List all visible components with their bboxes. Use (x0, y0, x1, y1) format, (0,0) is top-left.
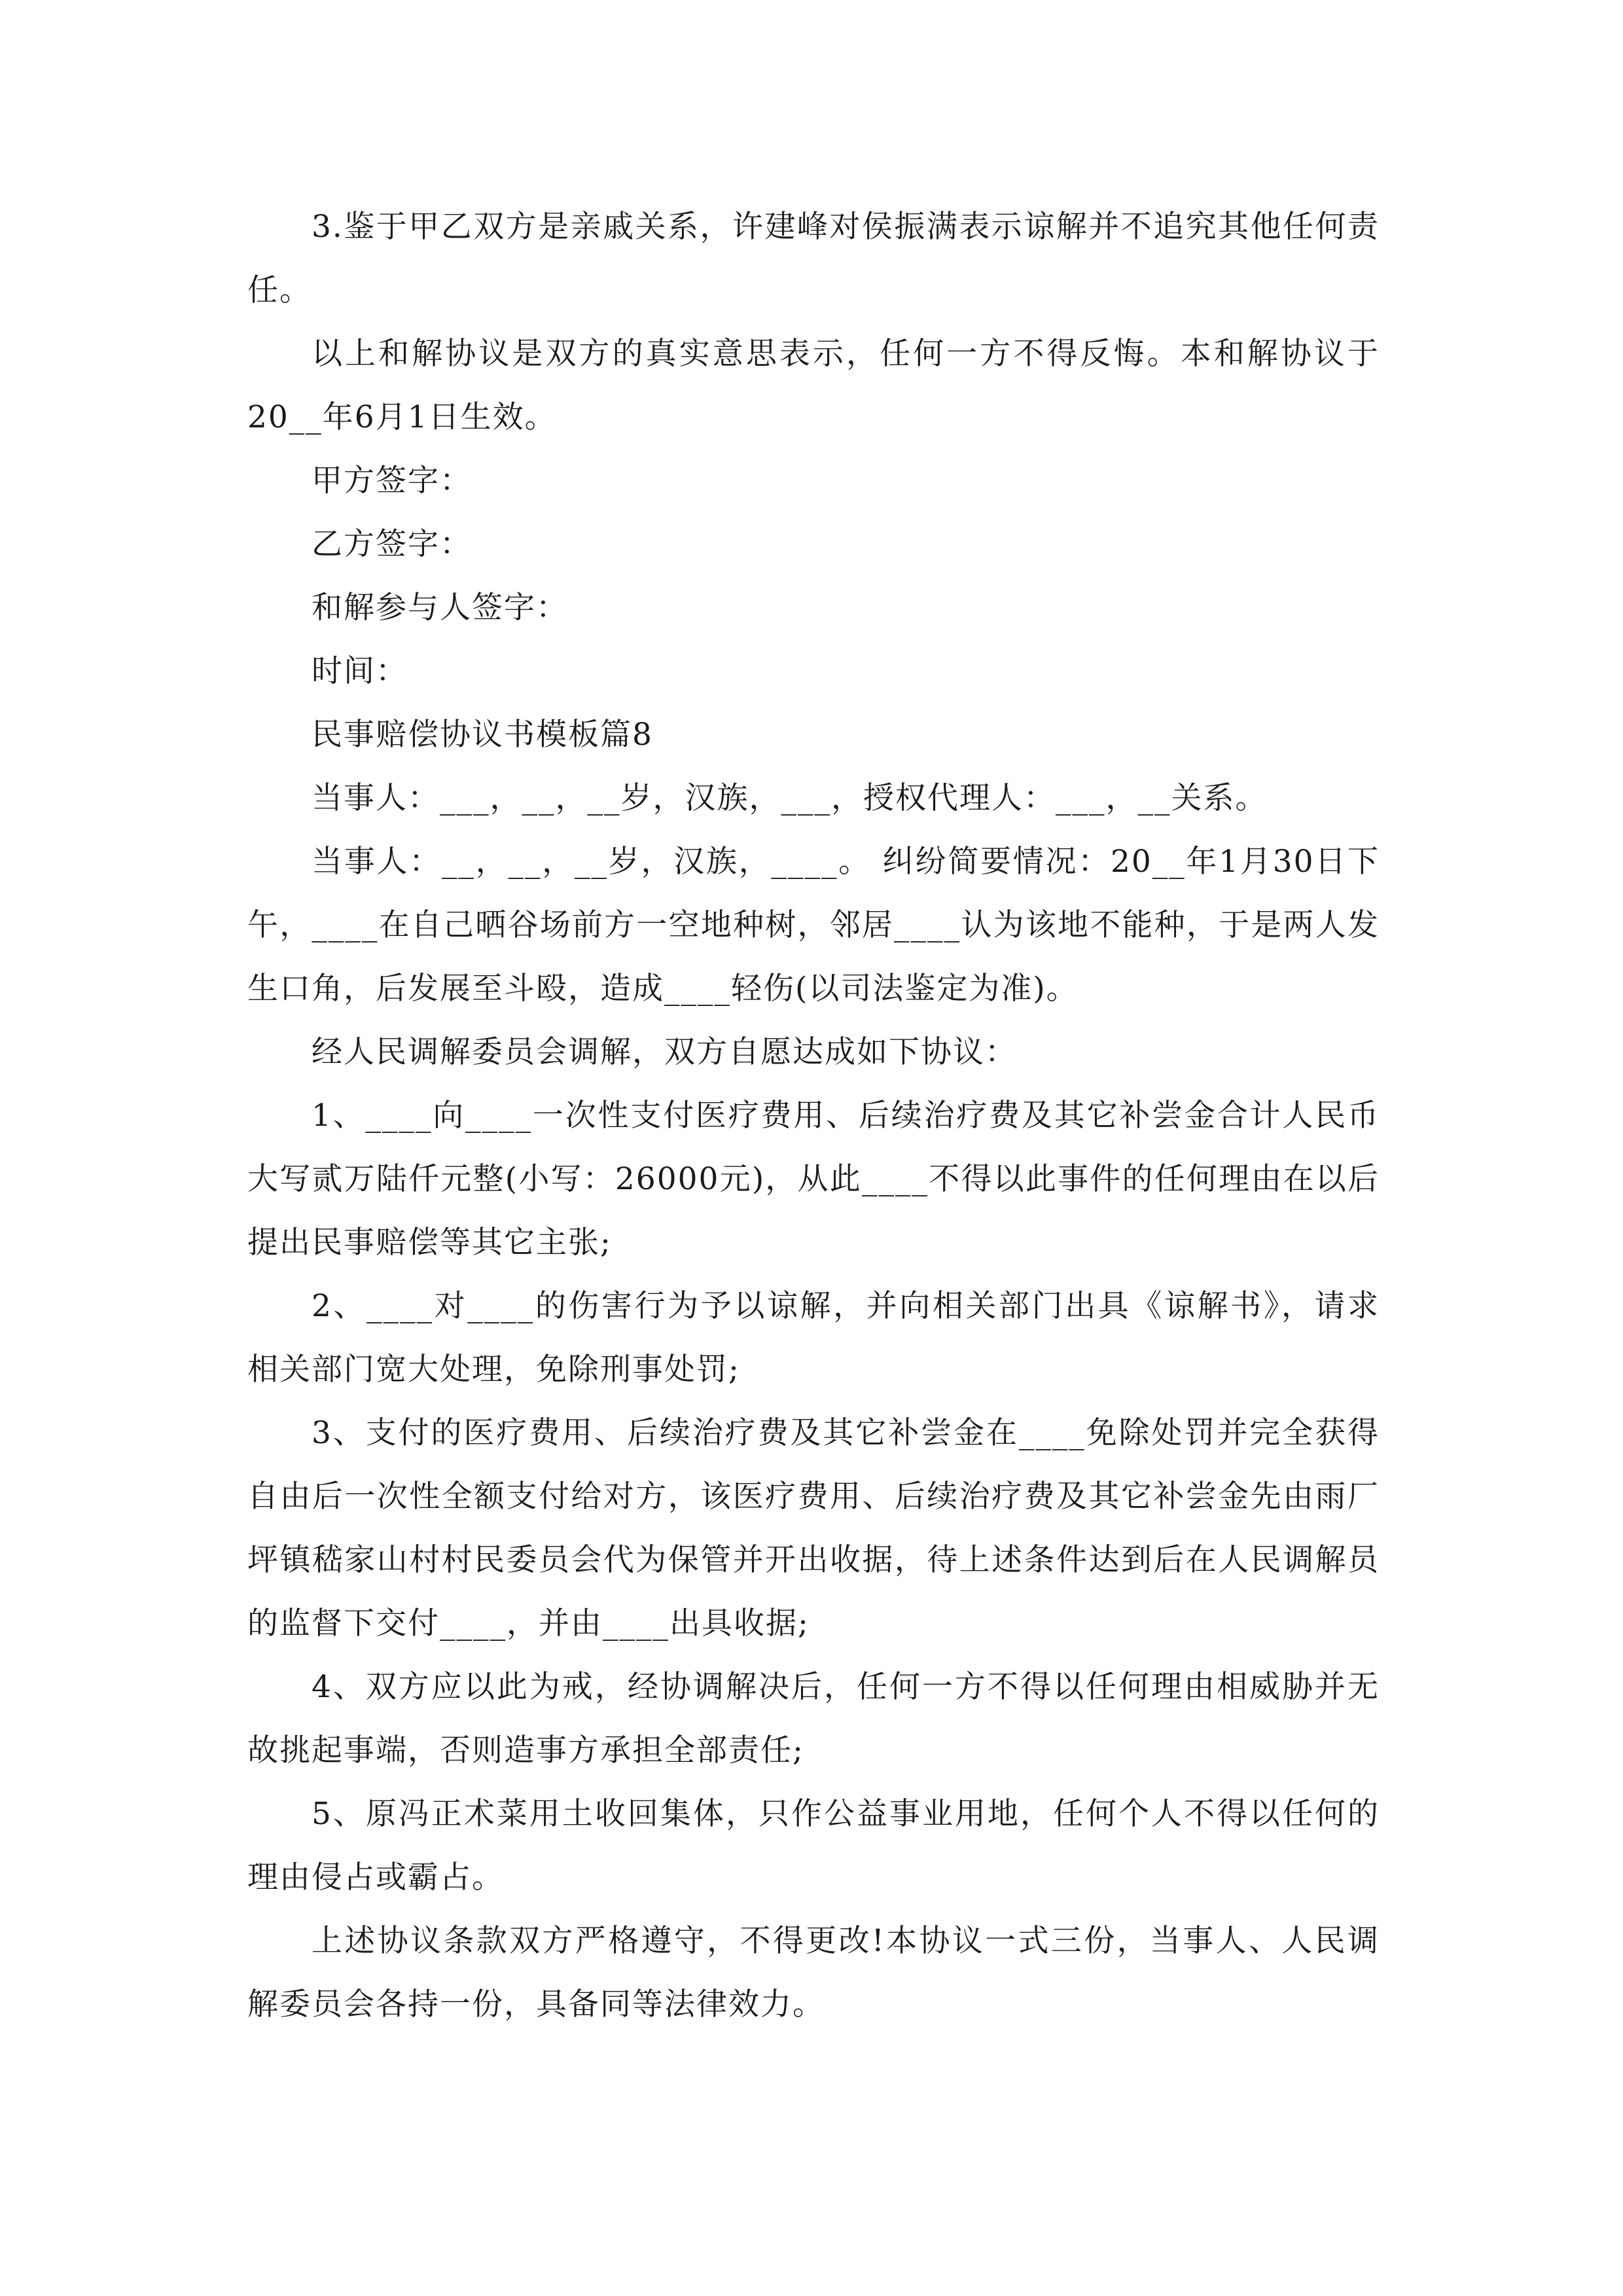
party-b-signature-line: 乙方签字： (312, 526, 472, 562)
party-a-signature-line: 甲方签字： (312, 463, 472, 499)
party-2-info: 当事人：__，__，__岁，汉族，____。 纠纷简要情况：20__年1月30日下午，____在自己晒谷场前方一空地种树，邻居____认为该地不能种，于是两人发生口角，后发展至斗殴，造成____轻伤(以司法鉴定为准)。 (247, 844, 1380, 1007)
agreement-item-1: 1、____向____一次性支付医疗费用、后续治疗费及其它补尝金合计人民币大写贰万陆仟元整(小写：26000元)，从此____不得以此事件的任何理由在以后提出民事赔偿等其它主张; (247, 1098, 1380, 1261)
clause-3-forgiveness: 3.鉴于甲乙双方是亲戚关系，许建峰对侯振满表示谅解并不追究其他任何责任。 (247, 209, 1380, 308)
document-body (247, 195, 1380, 2036)
participant-signature-line: 和解参与人签字： (312, 590, 568, 626)
section-title: 民事赔偿协议书模板篇8 (312, 717, 653, 753)
mediation-intro: 经人民调解委员会调解，双方自愿达成如下协议： (312, 1034, 1017, 1070)
agreement-item-5: 5、原冯正术菜用土收回集体，只作公益事业用地，任何个人不得以任何的理由侵占或霸占。 (247, 1796, 1380, 1895)
agreement-item-2: 2、____对____的伤害行为予以谅解，并向相关部门出具《谅解书》，请求相关部门宽大处理，免除刑事处罚; (247, 1288, 1380, 1388)
agreement-effective-statement: 以上和解协议是双方的真实意思表示，任何一方不得反悔。本和解协议于20__年6月1日生效。 (247, 336, 1380, 435)
date-line: 时间： (312, 653, 408, 689)
agreement-item-3: 3、支付的医疗费用、后续治疗费及其它补尝金在____免除处罚并完全获得自由后一次性全额支付给对方，该医疗费用、后续治疗费及其它补尝金先由雨厂坪镇嵇家山村村民委员会代为保管并开出收据，待上述条件达到后在人民调解员的监督下交付____，并由____出具收据; (247, 1415, 1380, 1641)
closing-statement: 上述协议条款双方严格遵守，不得更改!本协议一式三份，当事人、人民调解委员会各持一份，具备同等法律效力。 (247, 1923, 1380, 2022)
party-1-info: 当事人：___，__，__岁，汉族，___，授权代理人：___，__关系。 (312, 780, 1268, 816)
agreement-item-4: 4、双方应以此为戒，经协调解决后，任何一方不得以任何理由相威胁并无故挑起事端，否则造事方承担全部责任; (247, 1669, 1380, 1768)
